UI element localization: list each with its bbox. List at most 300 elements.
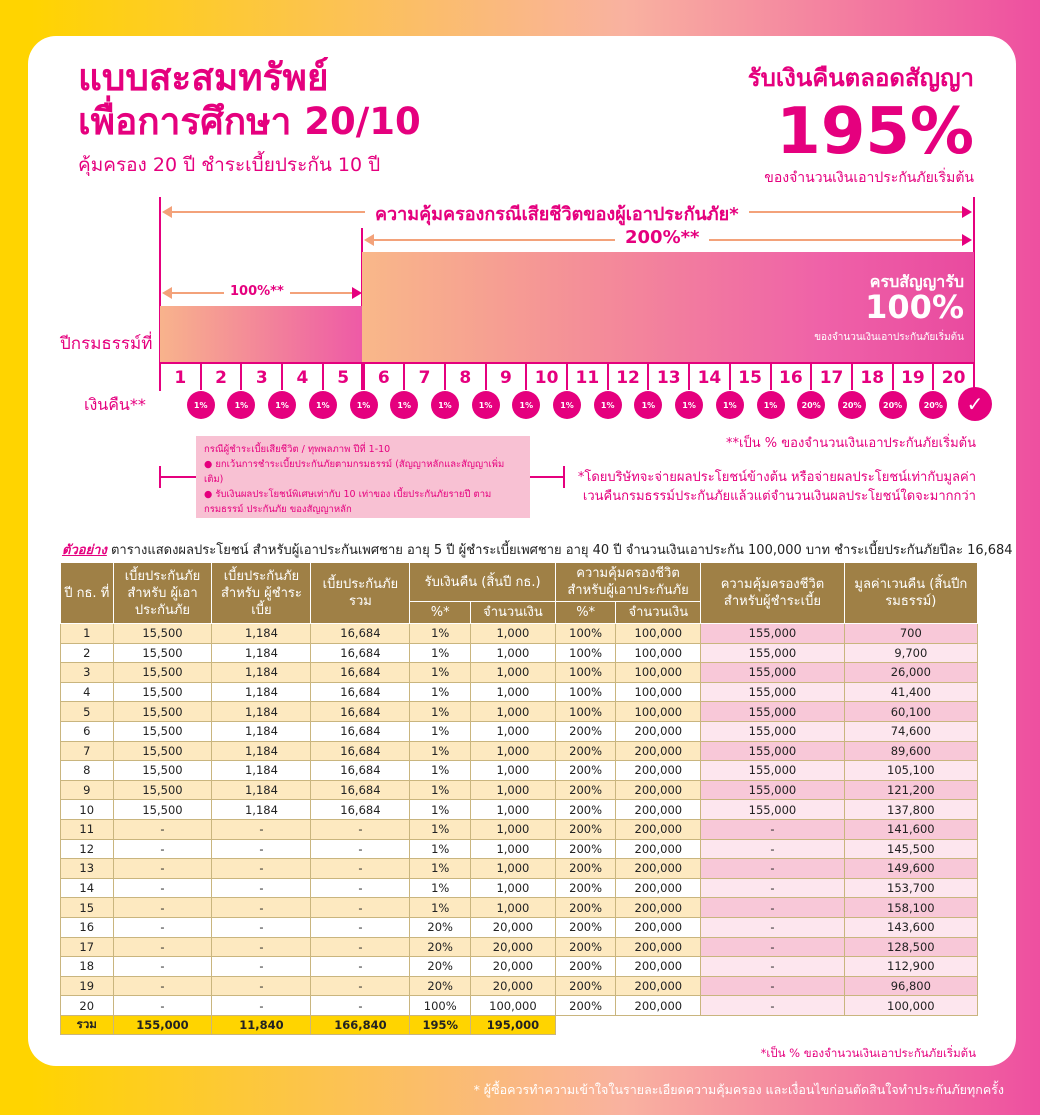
cashback-label: รับเงินคืนตลอดสัญญา xyxy=(747,64,974,92)
table-cell: 200% xyxy=(555,741,616,761)
table-cell: - xyxy=(212,859,311,879)
table-cell: - xyxy=(212,898,311,918)
col-year: ปี กธ. ที่ xyxy=(61,563,114,624)
table-cell: - xyxy=(701,957,844,977)
table-cell: - xyxy=(113,819,212,839)
table-cell: 1,000 xyxy=(471,624,556,644)
year-tick xyxy=(647,362,649,390)
payout-note-line2: เวนคืนกรมธรรม์ประกันภัยแล้วแต่จำนวนเงินผลประโยชน์ใดจะมากกว่า xyxy=(582,489,976,504)
table-cell: 100,000 xyxy=(616,663,701,683)
table-cell: 100% xyxy=(410,996,471,1016)
arrow-left-icon xyxy=(162,206,172,218)
year-tick xyxy=(322,362,324,390)
col-coverage-payer: ความคุ้มครองชีวิต สำหรับผู้ชำระเบี้ย xyxy=(701,563,844,624)
table-cell: 1,184 xyxy=(212,663,311,683)
table-row xyxy=(61,761,978,781)
table-cell: - xyxy=(701,976,844,996)
table-cell: 1% xyxy=(410,624,471,644)
table-cell: - xyxy=(311,859,410,879)
refund-circle: 1% xyxy=(512,391,540,419)
table-cell: 96,800 xyxy=(844,976,977,996)
table-cell: 4 xyxy=(61,682,114,702)
year-number: 10 xyxy=(534,368,559,388)
table-cell: - xyxy=(113,976,212,996)
year-number: 15 xyxy=(738,368,762,388)
cashback-value: 195% xyxy=(776,95,974,169)
table-cell: 1% xyxy=(410,761,471,781)
table-cell: 18 xyxy=(61,957,114,977)
year-tick xyxy=(281,362,283,390)
year-number: 4 xyxy=(296,368,309,388)
year-tick xyxy=(525,362,527,390)
refund-circle: 1% xyxy=(472,391,500,419)
table-cell: 158,100 xyxy=(844,898,977,918)
refund-circle: 20% xyxy=(797,391,825,419)
table-cell: 12 xyxy=(61,839,114,859)
total-cell: 11,840 xyxy=(212,1015,311,1035)
table-cell: 16,684 xyxy=(311,702,410,722)
table-cell: - xyxy=(113,859,212,879)
table-cell: - xyxy=(212,839,311,859)
col-refund: รับเงินคืน (สิ้นปี กธ.) xyxy=(410,563,555,602)
table-cell: 1,184 xyxy=(212,643,311,663)
table-cell: 100% xyxy=(555,702,616,722)
table-cell: 100% xyxy=(555,643,616,663)
total-cell: 155,000 xyxy=(113,1015,212,1035)
col-surrender-value: มูลค่าเวนคืน (สิ้นปีกรมธรรม์) xyxy=(844,563,977,624)
table-cell: 200% xyxy=(555,819,616,839)
table-cell: 16,684 xyxy=(311,761,410,781)
table-cell: 15,500 xyxy=(113,800,212,820)
payer-box-item: ● รับเงินผลประโยชน์พิเศษเท่ากับ 10 เท่าของ เบี้ยประกันภัยรายปี ตามกรมธรรม์ ประกันภัย ของสัญญาหลัก xyxy=(204,487,522,517)
col-refund-pct: %* xyxy=(410,602,471,624)
year-number: 5 xyxy=(337,368,350,388)
refund-circle: 1% xyxy=(553,391,581,419)
year-number: 18 xyxy=(860,368,885,388)
table-cell: 16,684 xyxy=(311,800,410,820)
table-cell: 112,900 xyxy=(844,957,977,977)
col-premium-payer: เบี้ยประกันภัย สำหรับ ผู้ชำระเบี้ย xyxy=(212,563,311,624)
table-cell: - xyxy=(311,976,410,996)
table-row xyxy=(61,741,978,761)
table-row xyxy=(61,663,978,683)
table-cell: 19 xyxy=(61,976,114,996)
payer-benefit-box xyxy=(196,436,530,518)
table-cell: 200% xyxy=(555,859,616,879)
cashback-block xyxy=(748,58,974,189)
year-tick xyxy=(688,362,690,390)
table-cell: 20,000 xyxy=(471,976,556,996)
table-cell: 15,500 xyxy=(113,702,212,722)
table-row xyxy=(61,780,978,800)
arrow-right-icon xyxy=(352,287,362,299)
payer-box-title: กรณีผู้ชำระเบี้ยเสียชีวิต / ทุพพลภาพ ปีที่ 1-10 xyxy=(204,444,391,455)
year-tick xyxy=(607,362,609,390)
example-label: ตัวอย่าง xyxy=(62,543,107,558)
table-cell: - xyxy=(311,957,410,977)
table-row xyxy=(61,682,978,702)
table-cell: 1,000 xyxy=(471,682,556,702)
refund-circle: 1% xyxy=(594,391,622,419)
table-cell: 16,684 xyxy=(311,741,410,761)
refund-circle: 1% xyxy=(187,391,215,419)
table-cell: 9 xyxy=(61,780,114,800)
check-icon: ✓ xyxy=(958,387,992,421)
table-row xyxy=(61,878,978,898)
total-cell: 195% xyxy=(410,1015,471,1035)
refund-circle: 1% xyxy=(309,391,337,419)
maturity-note: ของจำนวนเงินเอาประกันภัยเริ่มต้น xyxy=(814,332,964,343)
title-line2: เพื่อการศึกษา 20/10 xyxy=(78,100,421,143)
table-cell: 15,500 xyxy=(113,682,212,702)
col-coverage-amount: จำนวนเงิน xyxy=(616,602,701,624)
page-title xyxy=(78,56,421,144)
table-cell: 200,000 xyxy=(616,780,701,800)
refund-circle: 1% xyxy=(757,391,785,419)
arrow-right-icon xyxy=(962,206,972,218)
table-cell: 16,684 xyxy=(311,624,410,644)
year-tick xyxy=(932,362,934,390)
table-cell: 200,000 xyxy=(616,761,701,781)
table-cell: 20% xyxy=(410,937,471,957)
year-number: 13 xyxy=(656,368,681,388)
table-cell: - xyxy=(113,957,212,977)
total-blank xyxy=(555,1015,977,1035)
table-cell: - xyxy=(113,839,212,859)
table-cell: - xyxy=(212,878,311,898)
table-cell: 100,000 xyxy=(616,643,701,663)
table-cell: 15 xyxy=(61,898,114,918)
table-row xyxy=(61,800,978,820)
table-cell: 1,000 xyxy=(471,819,556,839)
refund-label: เงินคืน** xyxy=(84,395,146,414)
year-number: 6 xyxy=(377,368,390,388)
table-cell: 1,000 xyxy=(471,839,556,859)
subtitle: คุ้มครอง 20 ปี ชำระเบี้ยประกัน 10 ปี xyxy=(78,154,381,176)
table-cell: 1% xyxy=(410,859,471,879)
table-cell: 100% xyxy=(555,624,616,644)
table-cell: - xyxy=(311,819,410,839)
table-cell: 137,800 xyxy=(844,800,977,820)
table-cell: 20,000 xyxy=(471,957,556,977)
table-cell: 15,500 xyxy=(113,643,212,663)
table-cell: 200% xyxy=(555,721,616,741)
table-cell: 200,000 xyxy=(616,741,701,761)
year-number: 16 xyxy=(779,368,803,388)
table-cell: 1% xyxy=(410,721,471,741)
year-tick xyxy=(363,362,365,390)
table-cell: - xyxy=(701,937,844,957)
year-tick xyxy=(729,362,731,390)
year-tick xyxy=(485,362,487,390)
table-cell: 16,684 xyxy=(311,780,410,800)
table-cell: 74,600 xyxy=(844,721,977,741)
table-cell: - xyxy=(212,996,311,1016)
year-number: 17 xyxy=(819,368,844,388)
table-cell: - xyxy=(701,819,844,839)
table-cell: 200,000 xyxy=(616,800,701,820)
year-tick xyxy=(200,362,202,390)
table-row xyxy=(61,624,978,644)
year-number: 7 xyxy=(418,368,431,388)
table-cell: - xyxy=(311,996,410,1016)
table-cell: - xyxy=(701,898,844,918)
table-cell: 200% xyxy=(555,917,616,937)
table-cell: 1,000 xyxy=(471,800,556,820)
table-row xyxy=(61,859,978,879)
table-cell: - xyxy=(311,937,410,957)
table-cell: 200% xyxy=(555,878,616,898)
table-row xyxy=(61,819,978,839)
table-cell: 1,184 xyxy=(212,761,311,781)
table-cell: 1,184 xyxy=(212,780,311,800)
table-cell: - xyxy=(113,878,212,898)
table-cell: - xyxy=(212,819,311,839)
table-cell: 1 xyxy=(61,624,114,644)
year-tick xyxy=(810,362,812,390)
table-cell: - xyxy=(701,839,844,859)
table-cell: 200% xyxy=(555,800,616,820)
maturity-value: 100% xyxy=(865,288,964,326)
table-cell: 20% xyxy=(410,917,471,937)
table-cell: 200,000 xyxy=(616,917,701,937)
payer-right-tick xyxy=(563,466,565,488)
coverage-bar-years-6-20 xyxy=(362,252,974,362)
table-cell: 200,000 xyxy=(616,996,701,1016)
refund-circle: 1% xyxy=(675,391,703,419)
table-cell: 6 xyxy=(61,721,114,741)
table-cell: 20 xyxy=(61,996,114,1016)
table-cell: 15,500 xyxy=(113,721,212,741)
table-cell: - xyxy=(701,859,844,879)
table-cell: 1% xyxy=(410,702,471,722)
table-cell: 200% xyxy=(555,839,616,859)
year-number: 1 xyxy=(174,368,187,388)
table-cell: 200% xyxy=(555,898,616,918)
table-cell: - xyxy=(113,937,212,957)
table-cell: 200,000 xyxy=(616,859,701,879)
table-cell: 8 xyxy=(61,761,114,781)
table-row xyxy=(61,957,978,977)
year-tick xyxy=(851,362,853,390)
table-cell: 1,184 xyxy=(212,721,311,741)
table-cell: - xyxy=(212,976,311,996)
table-cell: 15,500 xyxy=(113,663,212,683)
percent-note: **เป็น % ของจำนวนเงินเอาประกันภัยเริ่มต้น xyxy=(726,436,976,451)
col-coverage-pct: %* xyxy=(555,602,616,624)
table-cell: - xyxy=(701,878,844,898)
table-cell: 1,000 xyxy=(471,741,556,761)
table-cell: 1,000 xyxy=(471,898,556,918)
refund-circle: 20% xyxy=(838,391,866,419)
table-row xyxy=(61,643,978,663)
table-cell: 1,184 xyxy=(212,682,311,702)
table-cell: 1,184 xyxy=(212,800,311,820)
refund-circle: 1% xyxy=(268,391,296,419)
total-cell: 166,840 xyxy=(311,1015,410,1035)
table-cell: 121,200 xyxy=(844,780,977,800)
benefit-table xyxy=(60,562,978,1035)
col-refund-amount: จำนวนเงิน xyxy=(471,602,556,624)
refund-circle: 20% xyxy=(879,391,907,419)
table-cell: 155,000 xyxy=(701,702,844,722)
table-cell: 200% xyxy=(555,957,616,977)
coverage-bar-years-1-5 xyxy=(160,306,362,362)
table-cell: 200,000 xyxy=(616,937,701,957)
table-cell: 1% xyxy=(410,663,471,683)
year-number: 14 xyxy=(697,368,722,388)
table-cell: 1% xyxy=(410,898,471,918)
table-cell: 89,600 xyxy=(844,741,977,761)
refund-circle: 1% xyxy=(227,391,255,419)
year-number: 9 xyxy=(500,368,512,388)
refund-circle: 1% xyxy=(716,391,744,419)
table-cell: 155,000 xyxy=(701,643,844,663)
table-cell: 1% xyxy=(410,800,471,820)
table-cell: 9,700 xyxy=(844,643,977,663)
year-number: 8 xyxy=(459,368,472,388)
table-cell: 155,000 xyxy=(701,800,844,820)
year-number: 11 xyxy=(575,368,600,388)
table-cell: 155,000 xyxy=(701,624,844,644)
table-cell: 200% xyxy=(555,780,616,800)
table-cell: - xyxy=(311,839,410,859)
table-cell: 200% xyxy=(555,937,616,957)
refund-circle: 1% xyxy=(634,391,662,419)
table-cell: 200,000 xyxy=(616,721,701,741)
table-cell: 3 xyxy=(61,663,114,683)
arrow-left-icon xyxy=(364,234,374,246)
table-cell: 1% xyxy=(410,878,471,898)
table-cell: 7 xyxy=(61,741,114,761)
year-number: 3 xyxy=(255,368,268,388)
table-cell: 11 xyxy=(61,819,114,839)
table-cell: 155,000 xyxy=(701,761,844,781)
table-cell: 1% xyxy=(410,741,471,761)
table-cell: 200,000 xyxy=(616,878,701,898)
table-cell: 155,000 xyxy=(701,780,844,800)
table-cell: 1% xyxy=(410,819,471,839)
table-cell: 200,000 xyxy=(616,957,701,977)
table-row xyxy=(61,702,978,722)
policy-year-label: ปีกรมธรรม์ที่ xyxy=(60,334,153,354)
refund-circle: 1% xyxy=(350,391,378,419)
title-line1: แบบสะสมทรัพย์ xyxy=(78,56,329,99)
year-tick xyxy=(444,362,446,390)
table-cell: 14 xyxy=(61,878,114,898)
table-cell: 155,000 xyxy=(701,663,844,683)
year-number: 19 xyxy=(901,368,925,388)
table-cell: - xyxy=(701,917,844,937)
table-cell: 105,100 xyxy=(844,761,977,781)
year-tick xyxy=(770,362,772,390)
table-cell: - xyxy=(113,996,212,1016)
year-tick xyxy=(403,362,405,390)
table-cell: 20% xyxy=(410,976,471,996)
table-cell: 155,000 xyxy=(701,721,844,741)
table-cell: 128,500 xyxy=(844,937,977,957)
table-cell: - xyxy=(701,996,844,1016)
year-row xyxy=(160,362,974,390)
table-cell: 100,000 xyxy=(471,996,556,1016)
table-cell: - xyxy=(212,917,311,937)
table-cell: - xyxy=(311,898,410,918)
table-row xyxy=(61,917,978,937)
table-cell: 1,000 xyxy=(471,643,556,663)
total-cell: 195,000 xyxy=(471,1015,556,1035)
table-cell: 60,100 xyxy=(844,702,977,722)
table-cell: 100,000 xyxy=(616,702,701,722)
table-footnote: *เป็น % ของจำนวนเงินเอาประกันภัยเริ่มต้น xyxy=(760,1046,976,1060)
table-cell: 1,000 xyxy=(471,663,556,683)
table-row xyxy=(61,898,978,918)
table-cell: 16,684 xyxy=(311,663,410,683)
year-number: 20 xyxy=(941,368,966,388)
table-cell: 16 xyxy=(61,917,114,937)
table-cell: 26,000 xyxy=(844,663,977,683)
table-cell: 1% xyxy=(410,682,471,702)
table-cell: 15,500 xyxy=(113,780,212,800)
coverage-100-label: 100%** xyxy=(224,284,290,299)
table-cell: 16,684 xyxy=(311,643,410,663)
table-row xyxy=(61,839,978,859)
table-cell: 200,000 xyxy=(616,819,701,839)
table-cell: 1,000 xyxy=(471,761,556,781)
example-text: ตารางแสดงผลประโยชน์ สำหรับผู้เอาประกันเพศชาย อายุ 5 ปี ผู้ชำระเบี้ยเพศชาย อายุ 40 ปี จำนวนเงินเอาประกัน 100,000 บาท ชำระเบี้ยประกันภัยปีละ 16,684 xyxy=(110,543,1013,558)
table-cell: 1,000 xyxy=(471,721,556,741)
table-cell: 15,500 xyxy=(113,624,212,644)
table-cell: - xyxy=(113,898,212,918)
total-cell: รวม xyxy=(61,1015,114,1035)
arrow-left-icon xyxy=(162,287,172,299)
table-cell: - xyxy=(311,878,410,898)
cashback-note: ของจำนวนเงินเอาประกันภัยเริ่มต้น xyxy=(764,170,974,186)
table-cell: - xyxy=(212,937,311,957)
table-cell: 16,684 xyxy=(311,721,410,741)
table-cell: 1,184 xyxy=(212,624,311,644)
coverage-200-label: 200%** xyxy=(615,227,709,248)
col-coverage-insured: ความคุ้มครองชีวิต สำหรับผู้เอาประกันภัย xyxy=(555,563,700,602)
table-cell: 100% xyxy=(555,663,616,683)
table-cell: - xyxy=(113,917,212,937)
table-cell: 20,000 xyxy=(471,937,556,957)
year-tick xyxy=(240,362,242,390)
table-cell: 41,400 xyxy=(844,682,977,702)
table-row xyxy=(61,937,978,957)
table-cell: 200% xyxy=(555,761,616,781)
table-cell: 20,000 xyxy=(471,917,556,937)
table-cell: 13 xyxy=(61,859,114,879)
col-premium-insured: เบี้ยประกันภัย สำหรับ ผู้เอาประกันภัย xyxy=(113,563,212,624)
table-cell: 149,600 xyxy=(844,859,977,879)
table-cell: 200% xyxy=(555,976,616,996)
table-row xyxy=(61,996,978,1016)
table-cell: 100% xyxy=(555,682,616,702)
table-cell: 1,000 xyxy=(471,702,556,722)
table-cell: 1,184 xyxy=(212,741,311,761)
year-tick xyxy=(566,362,568,390)
table-cell: 143,600 xyxy=(844,917,977,937)
death-coverage-label: ความคุ้มครองกรณีเสียชีวิตของผู้เอาประกันภัย* xyxy=(365,199,749,228)
payer-box-item: ● ยกเว้นการชำระเบี้ยประกันภัยตามกรมธรรม์ (สัญญาหลักและสัญญาเพิ่มเติม) xyxy=(204,457,522,487)
table-cell: - xyxy=(212,957,311,977)
table-cell: 200,000 xyxy=(616,839,701,859)
year-tick xyxy=(892,362,894,390)
table-cell: 1,000 xyxy=(471,859,556,879)
table-cell: 200,000 xyxy=(616,976,701,996)
year-number: 2 xyxy=(215,368,227,388)
col-premium-total: เบี้ยประกันภัย รวม xyxy=(311,563,410,624)
